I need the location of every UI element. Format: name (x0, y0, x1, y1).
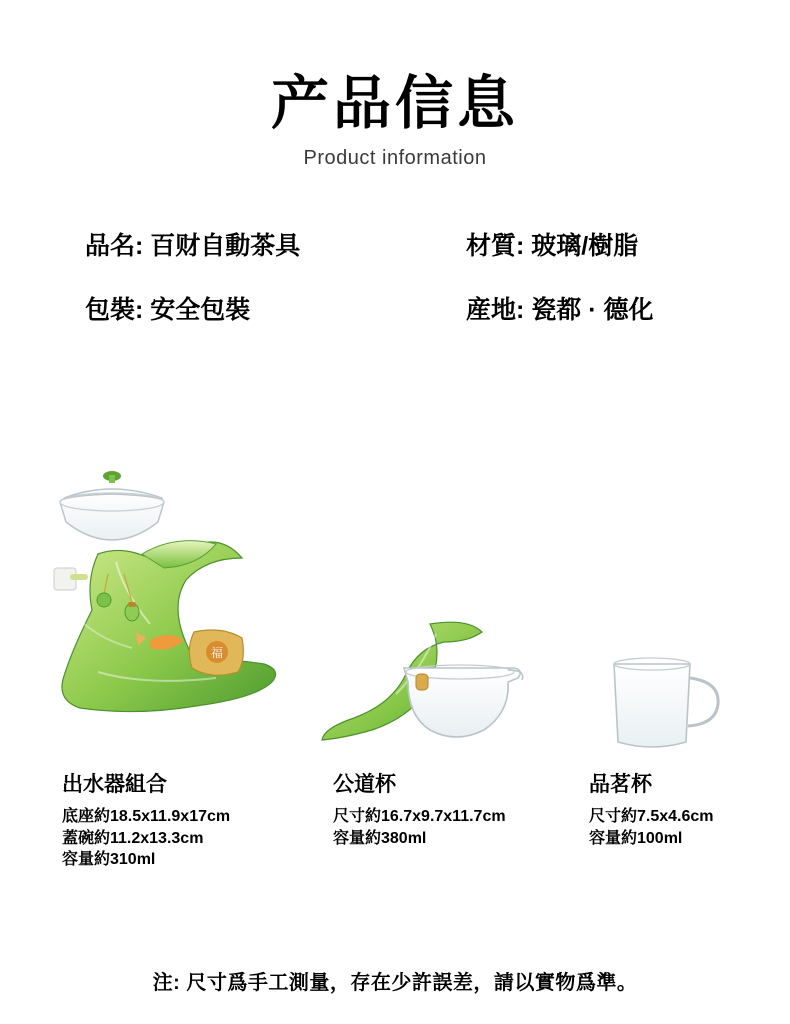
specification-grid (75, 226, 715, 326)
caption-line: 容量約380ml (333, 829, 427, 847)
caption-line: 蓋碗約11.2x13.3cm (62, 829, 204, 847)
caption-fair-cup (333, 768, 506, 849)
spec-item-product-name (75, 226, 390, 262)
spec-value: 百财自動茶具 (150, 231, 301, 260)
caption-title: 出水器組合 (62, 773, 167, 796)
page-header (0, 0, 790, 170)
caption-line: 尺寸約16.7x9.7x11.7cm (333, 808, 506, 825)
caption-tasting-cup (589, 768, 714, 849)
caption-title: 公道杯 (333, 773, 396, 796)
spec-label: 包裝: (85, 295, 144, 324)
water-dispenser-assembly-image (46, 462, 316, 762)
svg-text:福: 福 (210, 646, 224, 660)
caption-line: 容量約310ml (62, 851, 156, 869)
measurement-disclaimer: 注: 尺寸爲手工測量，存在少許誤差，請以實物爲準。 (152, 972, 638, 994)
spec-label: 産地: (466, 295, 525, 324)
spec-value: 瓷都 · 德化 (531, 295, 654, 324)
spec-item-packaging (75, 290, 390, 326)
caption-line: 尺寸約7.5x4.6cm (589, 808, 714, 825)
product-image-row (0, 452, 790, 762)
caption-water-dispenser-assembly (62, 768, 230, 871)
caption-title: 品茗杯 (589, 773, 652, 796)
caption-line: 容量約100ml (589, 829, 683, 847)
spec-label: 材質: (466, 231, 525, 260)
tasting-cup-image (592, 642, 742, 762)
spec-value: 玻璃/樹脂 (531, 231, 639, 260)
spec-item-origin (400, 290, 715, 326)
spec-label: 品名: (85, 231, 144, 260)
spec-value: 安全包裝 (150, 295, 251, 324)
page-subtitle: Product information (303, 146, 487, 169)
fair-cup-image (318, 612, 568, 762)
page-title: 产品信息 (270, 71, 519, 136)
caption-line: 底座約18.5x11.9x17cm (62, 808, 231, 825)
spec-item-material (400, 226, 715, 262)
